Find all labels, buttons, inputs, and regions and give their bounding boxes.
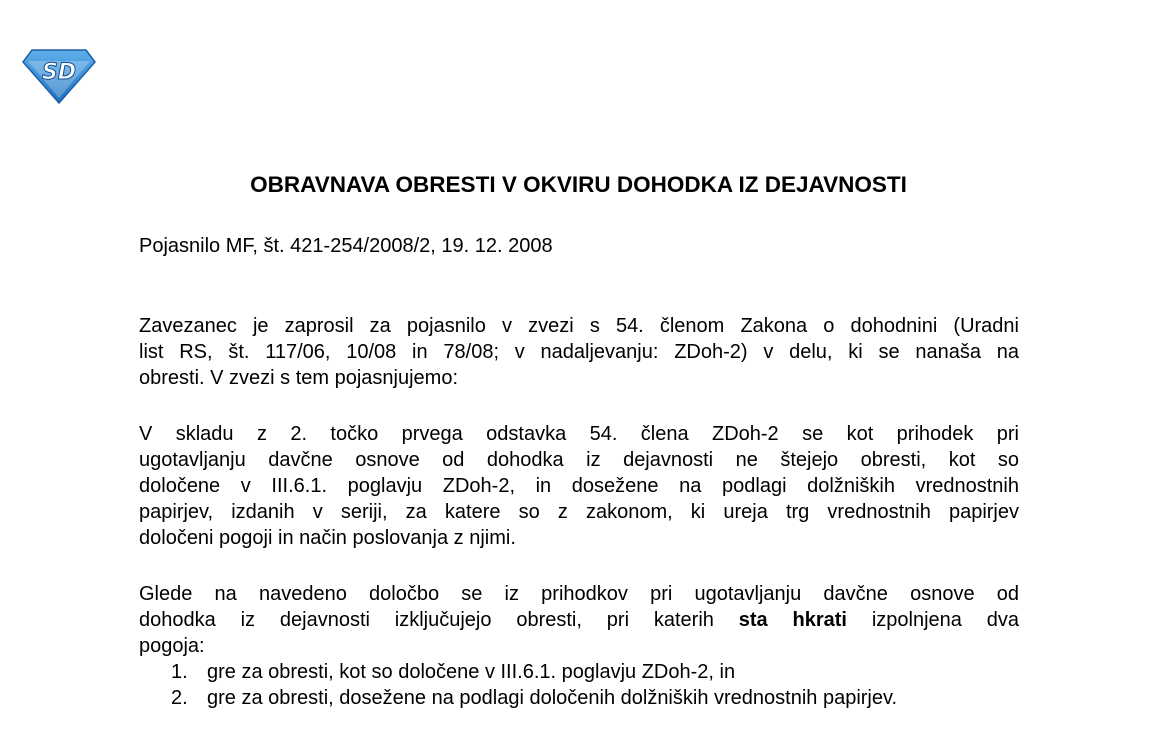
document-subtitle: Pojasnilo MF, št. 421-254/2008/2, 19. 12. 2008	[139, 235, 553, 257]
text-run: dohodka iz dejavnosti izključujejo obresti, pri katerih	[139, 609, 739, 631]
paragraph-line: V skladu z 2. točko prvega odstavka 54. člena ZDoh-2 se kot prihodek pri	[139, 423, 1019, 445]
paragraph-line: določene v III.6.1. poglavju ZDoh-2, in dosežene na podlagi dolžniških vrednostnih	[139, 475, 1019, 497]
paragraph-line: papirjev, izdanih v seriji, za katere so z zakonom, ki ureja trg vrednostnih papirjev	[139, 501, 1019, 523]
paragraph-1	[139, 313, 1019, 391]
paragraph-2	[139, 421, 1019, 551]
logo-text: SD	[41, 60, 77, 85]
list-number: 1.	[171, 661, 188, 683]
paragraph-line: določeni pogoji in način poslovanja z njimi.	[139, 527, 516, 549]
conditions-list	[171, 659, 897, 711]
sd-diamond-logo-icon	[22, 48, 96, 104]
list-text: gre za obresti, kot so določene v III.6.1. poglavju ZDoh-2, in	[207, 661, 736, 683]
company-logo	[22, 48, 96, 104]
paragraph-line: ugotavljanju davčne osnove od dohodka iz dejavnosti ne štejejo obresti, kot so	[139, 449, 1019, 471]
list-item	[171, 685, 897, 711]
list-number: 2.	[171, 687, 188, 709]
text-run: izpolnjena dva	[846, 609, 1019, 631]
list-text: gre za obresti, dosežene na podlagi določenih dolžniških vrednostnih papirjev.	[207, 687, 898, 709]
paragraph-line: obresti. V zvezi s tem pojasnjujemo:	[139, 367, 459, 389]
paragraph-3	[139, 581, 1019, 659]
list-item	[171, 659, 897, 685]
paragraph-line	[139, 607, 1019, 633]
bold-emphasis: sta hkrati	[738, 609, 847, 631]
paragraph-line: pogoja:	[139, 635, 205, 657]
document-title: OBRAVNAVA OBRESTI V OKVIRU DOHODKA IZ DEJAVNOSTI	[250, 172, 907, 197]
paragraph-line: list RS, št. 117/06, 10/08 in 78/08; v nadaljevanju: ZDoh-2) v delu, ki se nanaša na	[139, 341, 1019, 363]
paragraph-line: Glede na navedeno določbo se iz prihodkov pri ugotavljanju davčne osnove od	[139, 583, 1019, 605]
paragraph-line: Zavezanec je zaprosil za pojasnilo v zvezi s 54. členom Zakona o dohodnini (Uradni	[139, 315, 1019, 337]
